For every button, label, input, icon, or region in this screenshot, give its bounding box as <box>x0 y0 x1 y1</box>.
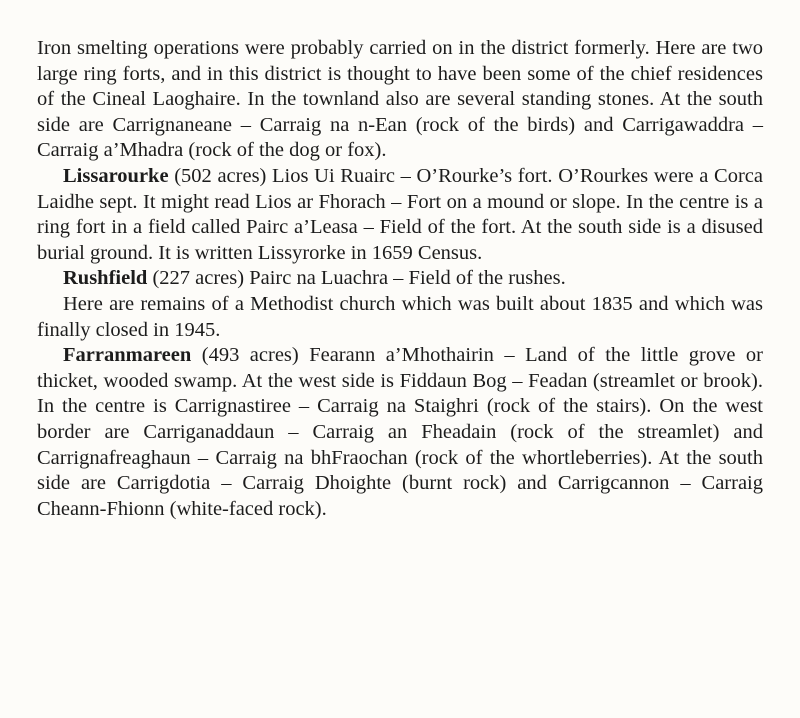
paragraph-lissarourke <box>37 164 763 266</box>
paragraph-text: (493 acres) Fearann a’Mhothairin – Land of the little grove or thicket, wooded swamp. At the west side is Fiddaun Bog – Feadan (streamlet or brook). In the centre is Carrignastiree – Carraig na Staighri (rock of the stairs). On the west border are Carriganaddaun – Carraig an Fheadain (rock of the streamlet) and Carrignafreaghaun – Carraig na bhFraochan (rock of the whortleberries). At the south side are Carrigdotia – Carraig Dhoighte (burnt rock) and Carrigcannon – Carraig Cheann-Fhionn (white-faced rock). <box>37 344 763 520</box>
paragraph-iron-smelting <box>37 36 763 164</box>
paragraph-text: (502 acres) Lios Ui Ruairc – O’Rourke’s fort. O’Rourkes were a Corca Laidhe sept. It might read Lios ar Fhorach – Fort on a mound or slope. In the centre is a ring fort in a field called Pairc a’Leasa – Field of the fort. At the south side is a disused burial ground. It is written Lissyrorke in 1659 Census. <box>37 164 763 264</box>
paragraph-text: Iron smelting operations were probably carried on in the district formerly. Here are two large ring forts, and in this district is thought to have been some of the chief residences of the Cineal Laoghaire. In the townland also are several standing stones. At the south side are Carrignaneane – Carraig na n-Ean (rock of the birds) and Carrigawaddra – Carraig a’Mhadra (rock of the dog or fox). <box>37 37 763 162</box>
paragraph-rushfield <box>37 266 763 292</box>
paragraph-text: (227 acres) Pairc na Luachra – Field of the rushes. <box>147 267 566 290</box>
paragraph-methodist-church <box>37 292 763 343</box>
paragraph-farranmareen <box>37 343 763 522</box>
townland-heading-lissarourke: Lissarourke <box>63 164 169 187</box>
townland-heading-rushfield: Rushfield <box>63 267 148 290</box>
townland-heading-farranmareen: Farranmareen <box>63 344 192 367</box>
document-page <box>37 36 763 522</box>
paragraph-text: Here are remains of a Methodist church which was built about 1835 and which was finally closed in 1945. <box>37 292 763 341</box>
